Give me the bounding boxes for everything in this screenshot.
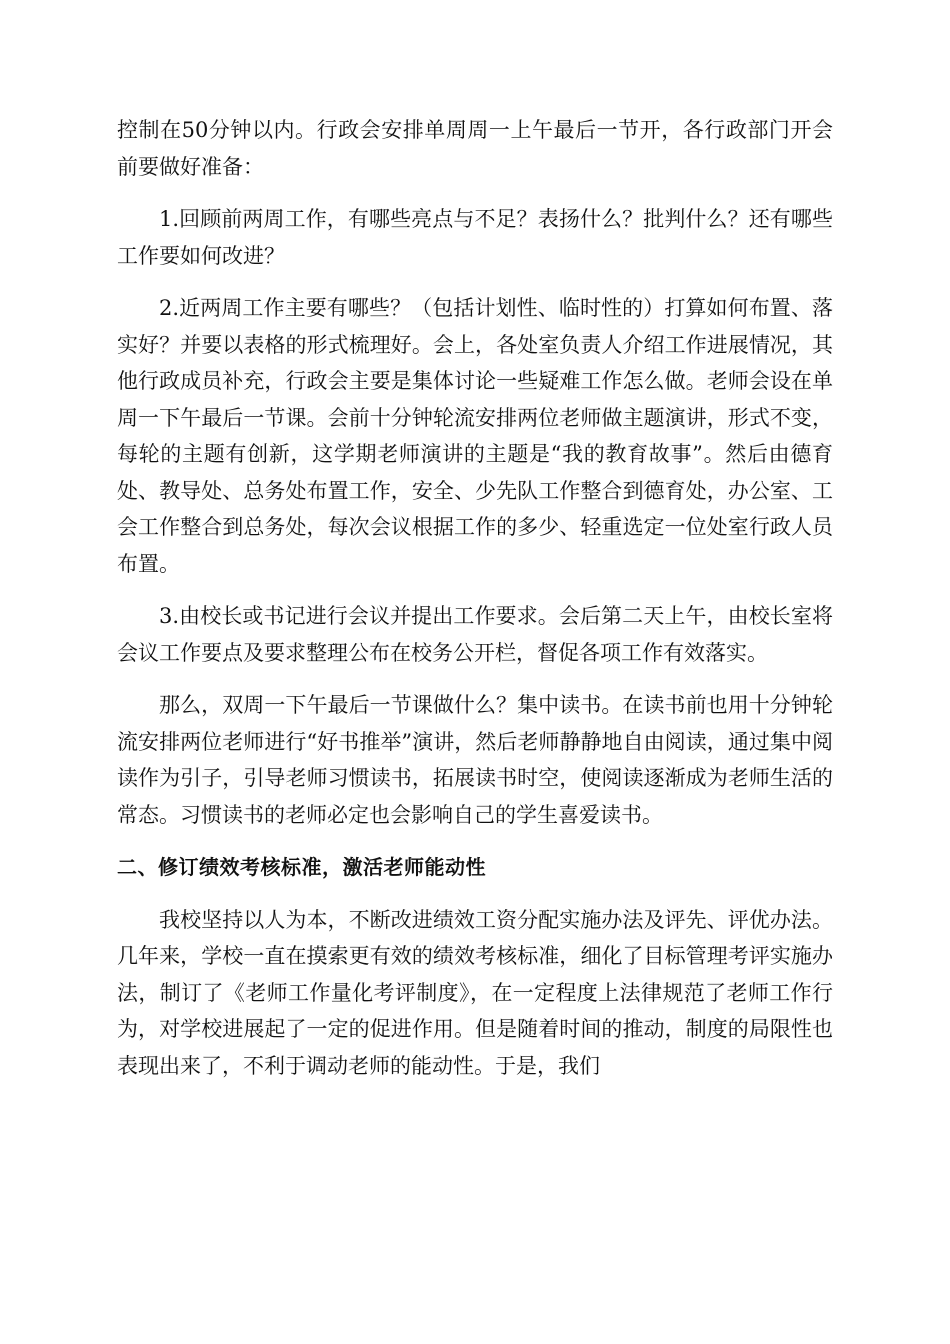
paragraph-item-2: 2.近两周工作主要有哪些？（包括计划性、临时性的）打算如何布置、落实好？并要以表格的形式梳理好。会上，各处室负责人介绍工作进展情况，其他行政成员补充，行政会主要是集体讨论一些疑难工作怎么做。老师会设在单周一下午最后一节课。会前十分钟轮流安排两位老师做主题演讲，形式不变，每轮的主题有创新，这学期老师演讲的主题是“我的教育故事”。然后由德育处、教导处、总务处布置工作，安全、少先队工作整合到德育处，办公室、工会工作整合到总务处，每次会议根据工作的多少、轻重选定一位处室行政人员布置。: [117, 296, 833, 576]
paragraph-continued: 控制在50分钟以内。行政会安排单周周一上午最后一节开，各行政部门开会前要做好准备：: [117, 118, 833, 179]
paragraph-performance: 我校坚持以人为本，不断改进绩效工资分配实施办法及评先、评优办法。几年来，学校一直在摸索更有效的绩效考核标准，细化了目标管理考评实施办法，制订了《老师工作量化考评制度》，在一定程度上法律规范了老师工作行为，对学校进展起了一定的促进作用。但是随着时间的推动，制度的局限性也表现出来了，不利于调动老师的能动性。于是，我们: [117, 907, 833, 1078]
paragraph-item-1: 1.回顾前两周工作，有哪些亮点与不足？表扬什么？批判什么？还有哪些工作要如何改进？: [117, 207, 833, 268]
document-page: [117, 112, 833, 1100]
paragraph-item-3: 3.由校长或书记进行会议并提出工作要求。会后第二天上午，由校长室将会议工作要点及要求整理公布在校务公开栏，督促各项工作有效落实。: [117, 604, 833, 665]
paragraph-reading: 那么，双周一下午最后一节课做什么？集中读书。在读书前也用十分钟轮流安排两位老师进行“好书推举”演讲，然后老师静静地自由阅读，通过集中阅读作为引子，引导老师习惯读书，拓展读书时空，使阅读逐渐成为老师生活的常态。习惯读书的老师必定也会影响自己的学生喜爱读书。: [117, 693, 833, 827]
section-heading: 二、修订绩效考核标准，激活老师能动性: [117, 855, 486, 879]
